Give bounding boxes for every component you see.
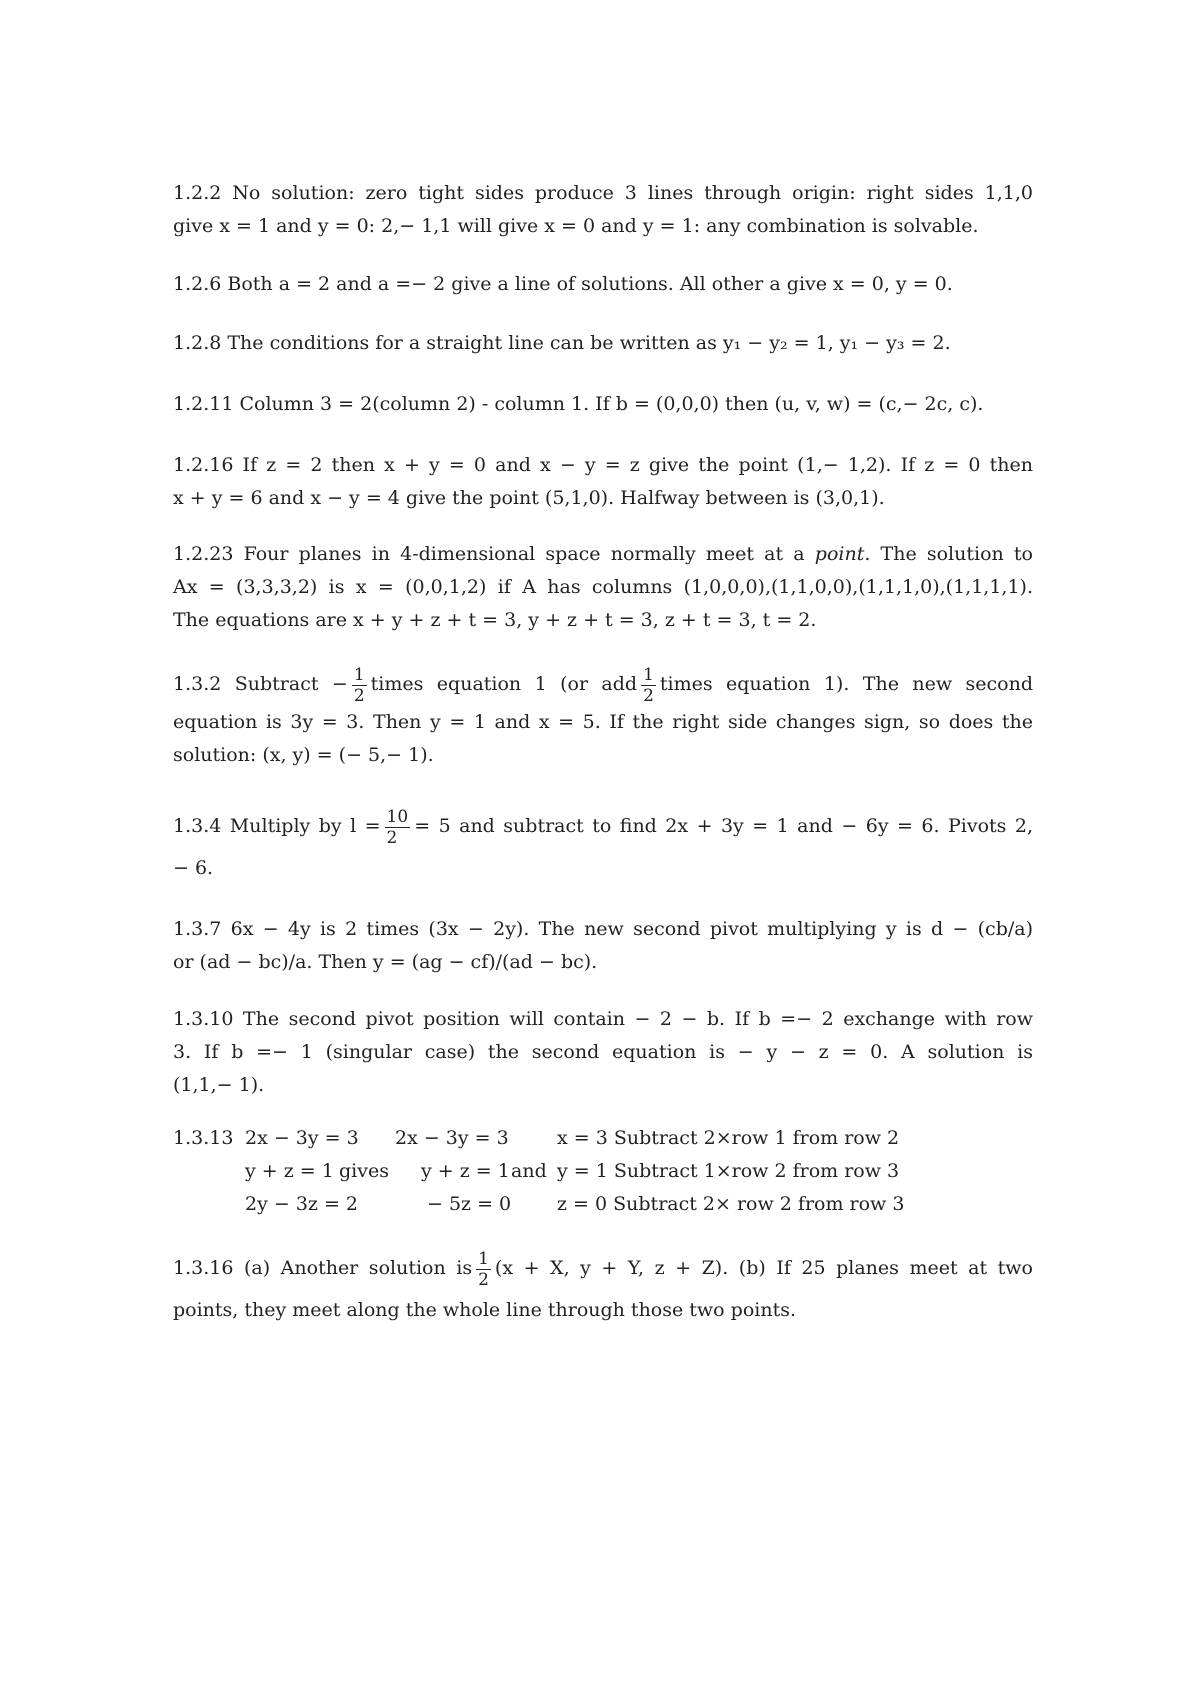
answer-1-3-13 [173, 1122, 1033, 1221]
text-line: or (ad − bc)/a. Then y = (ag − cf)/(ad − bc). [173, 951, 598, 973]
fraction-numerator: 1 [353, 664, 365, 685]
fraction-denominator: 2 [478, 1269, 489, 1290]
fraction-denominator: 2 [643, 685, 654, 706]
text-line: − 6. [173, 857, 214, 879]
equation-middle: 2x − 3y = 3 [395, 1127, 509, 1149]
text-line: give x = 1 and y = 0: 2,− 1,1 will give x = 0 and y = 1: any combination is solvable. [173, 215, 979, 237]
text-segment: 1.2.23 Four planes in 4-dimensional space normally meet at a [173, 543, 815, 565]
fraction [385, 807, 411, 848]
equation-middle: − 5z = 0 [427, 1193, 512, 1215]
text-line: x + y = 6 and x − y = 4 give the point (5,1,0). Halfway between is (3,0,1). [173, 487, 885, 509]
answer-1-3-4 [173, 804, 1033, 888]
text-line [173, 1246, 1033, 1290]
answer-1-2-2 [173, 177, 1033, 243]
equation-right: x = 3 Subtract 2×row 1 from row 2 [557, 1127, 900, 1149]
text-line: The equations are x + y + z + t = 3, y + z + t = 3, z + t = 3, t = 2. [173, 609, 817, 631]
answer-1-3-2 [173, 662, 1033, 772]
answer-1-3-10 [173, 1003, 1033, 1102]
equation-row [173, 1155, 1033, 1188]
equation-row [173, 1122, 1033, 1155]
text-segment: 1.3.2 Subtract − [173, 673, 348, 695]
text-segment: times equation 1). The new second [659, 673, 1033, 695]
equation-right: z = 0 Subtract 2× row 2 from row 3 [557, 1193, 905, 1215]
text-line: 1.2.8 The conditions for a straight line can be written as y₁ − y₂ = 1, y₁ − y₃ = 2. [173, 332, 951, 354]
fraction-denominator: 2 [386, 827, 398, 848]
text-line: equation is 3y = 3. Then y = 1 and x = 5. If the right side changes sign, so does the [173, 711, 1033, 733]
text-segment: 1.3.16 (a) Another solution is [173, 1257, 473, 1279]
text-line: 1.2.11 Column 3 = 2(column 2) - column 1. If b = (0,0,0) then (u, v, w) = (c,− 2c, c). [173, 393, 984, 415]
equation-left: 2x − 3y = 3 [245, 1127, 359, 1149]
answer-1-2-23 [173, 538, 1033, 637]
text-line: 1.3.7 6x − 4y is 2 times (3x − 2y). The new second pivot multiplying y is d − (cb/a) [173, 918, 1033, 940]
answer-1-2-8 [173, 327, 1033, 360]
text-line [173, 538, 1033, 571]
emphasis-text: point [814, 543, 865, 565]
fraction [476, 1249, 491, 1290]
text-line: (1,1,− 1). [173, 1074, 265, 1096]
answer-1-3-7 [173, 913, 1033, 979]
answer-1-2-16 [173, 449, 1033, 515]
answer-1-2-6 [173, 268, 1033, 301]
fraction-numerator: 1 [478, 1248, 489, 1269]
answer-label: 1.3.13 [173, 1127, 234, 1149]
answer-1-2-11 [173, 388, 1033, 421]
text-line: 3. If b =− 1 (singular case) the second equation is − y − z = 0. A solution is [173, 1041, 1033, 1063]
text-line: 1.3.10 The second pivot position will contain − 2 − b. If b =− 2 exchange with row [173, 1008, 1033, 1030]
fraction-denominator: 2 [353, 685, 365, 706]
text-segment: 1.3.4 Multiply by l = [173, 815, 381, 837]
equation-connector: and [511, 1160, 547, 1182]
fraction-numerator: 1 [643, 664, 654, 685]
equation-right: y = 1 Subtract 1×row 2 from row 3 [557, 1160, 900, 1182]
equation-left: y + z = 1 [245, 1160, 334, 1182]
text-line: 1.2.2 No solution: zero tight sides produce 3 lines through origin: right sides 1,1,0 [173, 182, 1033, 204]
text-segment: (x + X, y + Y, z + Z). (b) If 25 planes meet at two [494, 1257, 1033, 1279]
text-line: 1.2.6 Both a = 2 and a =− 2 give a line of solutions. All other a give x = 0, y = 0. [173, 273, 953, 295]
text-line: points, they meet along the whole line through those two points. [173, 1299, 796, 1321]
text-line [173, 804, 1033, 848]
equation-connector: gives [339, 1160, 389, 1182]
equation-row [173, 1188, 1033, 1221]
answer-1-3-16 [173, 1246, 1033, 1330]
fraction [641, 665, 656, 706]
text-line [173, 662, 1033, 706]
text-line: solution: (x, y) = (− 5,− 1). [173, 744, 434, 766]
text-line: Ax = (3,3,3,2) is x = (0,0,1,2) if A has columns (1,0,0,0),(1,1,0,0),(1,1,1,0),(1,1,1,1). [173, 576, 1033, 598]
text-segment: . The solution to [864, 543, 1033, 565]
fraction-numerator: 10 [386, 806, 409, 827]
equation-middle: y + z = 1 [421, 1160, 510, 1182]
text-segment: = 5 and subtract to find 2x + 3y = 1 and − 6y = 6. Pivots 2, [414, 815, 1033, 837]
equation-left: 2y − 3z = 2 [245, 1193, 359, 1215]
text-segment: times equation 1 (or add [370, 673, 638, 695]
text-line: 1.2.16 If z = 2 then x + y = 0 and x − y = z give the point (1,− 1,2). If z = 0 then [173, 454, 1033, 476]
fraction [352, 665, 367, 706]
